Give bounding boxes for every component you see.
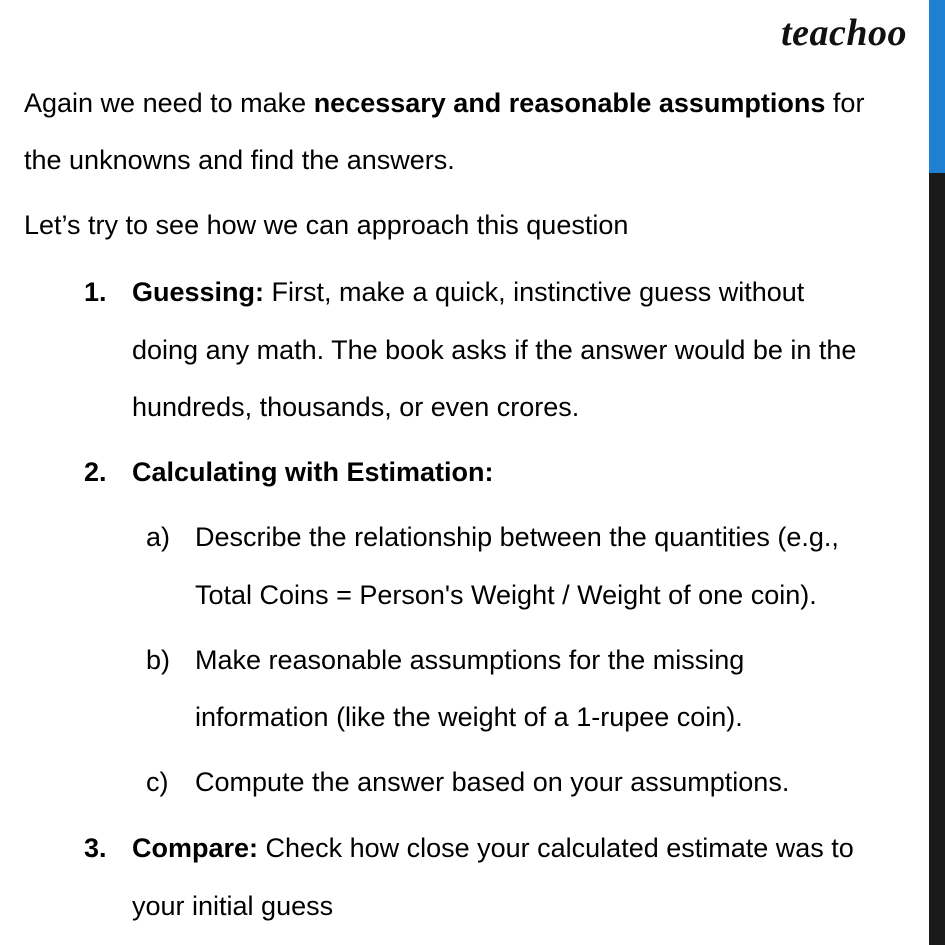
substep-a-line-1: Describe the relationship between the quantities (e.g., xyxy=(195,522,839,552)
scrollbar[interactable] xyxy=(929,0,945,945)
step-3-number: 3. xyxy=(84,833,107,863)
intro-bold-text: necessary and reasonable assumptions xyxy=(313,88,826,118)
step-1-line-3: hundreds, thousands, or even crores. xyxy=(132,392,580,422)
teachoo-logo: teachoo xyxy=(781,12,907,54)
step-3-line-2: your initial guess xyxy=(132,891,334,921)
step-3-line-1 xyxy=(132,832,854,864)
step-2-number: 2. xyxy=(84,457,107,487)
substep-a-label: a) xyxy=(146,522,171,552)
substep-b-line-1: Make reasonable assumptions for the missing xyxy=(195,645,745,675)
substep-c-line-1: Compute the answer based on your assumptions. xyxy=(195,767,790,797)
intro-line-3: Let’s try to see how we can approach this question xyxy=(24,210,629,240)
step-1-number: 1. xyxy=(84,277,107,307)
step-2-title: Calculating with Estimation: xyxy=(132,457,494,487)
substep-a-line-2: Total Coins = Person's Weight / Weight of one coin). xyxy=(195,580,817,610)
intro-text-end: for xyxy=(825,88,865,118)
scrollbar-thumb[interactable] xyxy=(929,0,945,173)
step-1-title: Guessing: xyxy=(132,277,265,307)
step-3-title: Compare: xyxy=(132,833,259,863)
step-3-text: Check how close your calculated estimate was to xyxy=(258,833,854,863)
step-1-text: First, make a quick, instinctive guess without xyxy=(264,277,805,307)
intro-text: Again we need to make xyxy=(24,88,314,118)
step-1-line-1 xyxy=(132,276,804,308)
substep-c-label: c) xyxy=(146,767,169,797)
step-1-line-2: doing any math. The book asks if the answer would be in the xyxy=(132,335,857,365)
substep-b-line-2: information (like the weight of a 1-rupee coin). xyxy=(195,702,743,732)
intro-line-2: the unknowns and find the answers. xyxy=(24,145,455,175)
substep-b-label: b) xyxy=(146,645,171,675)
intro-line-1 xyxy=(24,87,864,119)
